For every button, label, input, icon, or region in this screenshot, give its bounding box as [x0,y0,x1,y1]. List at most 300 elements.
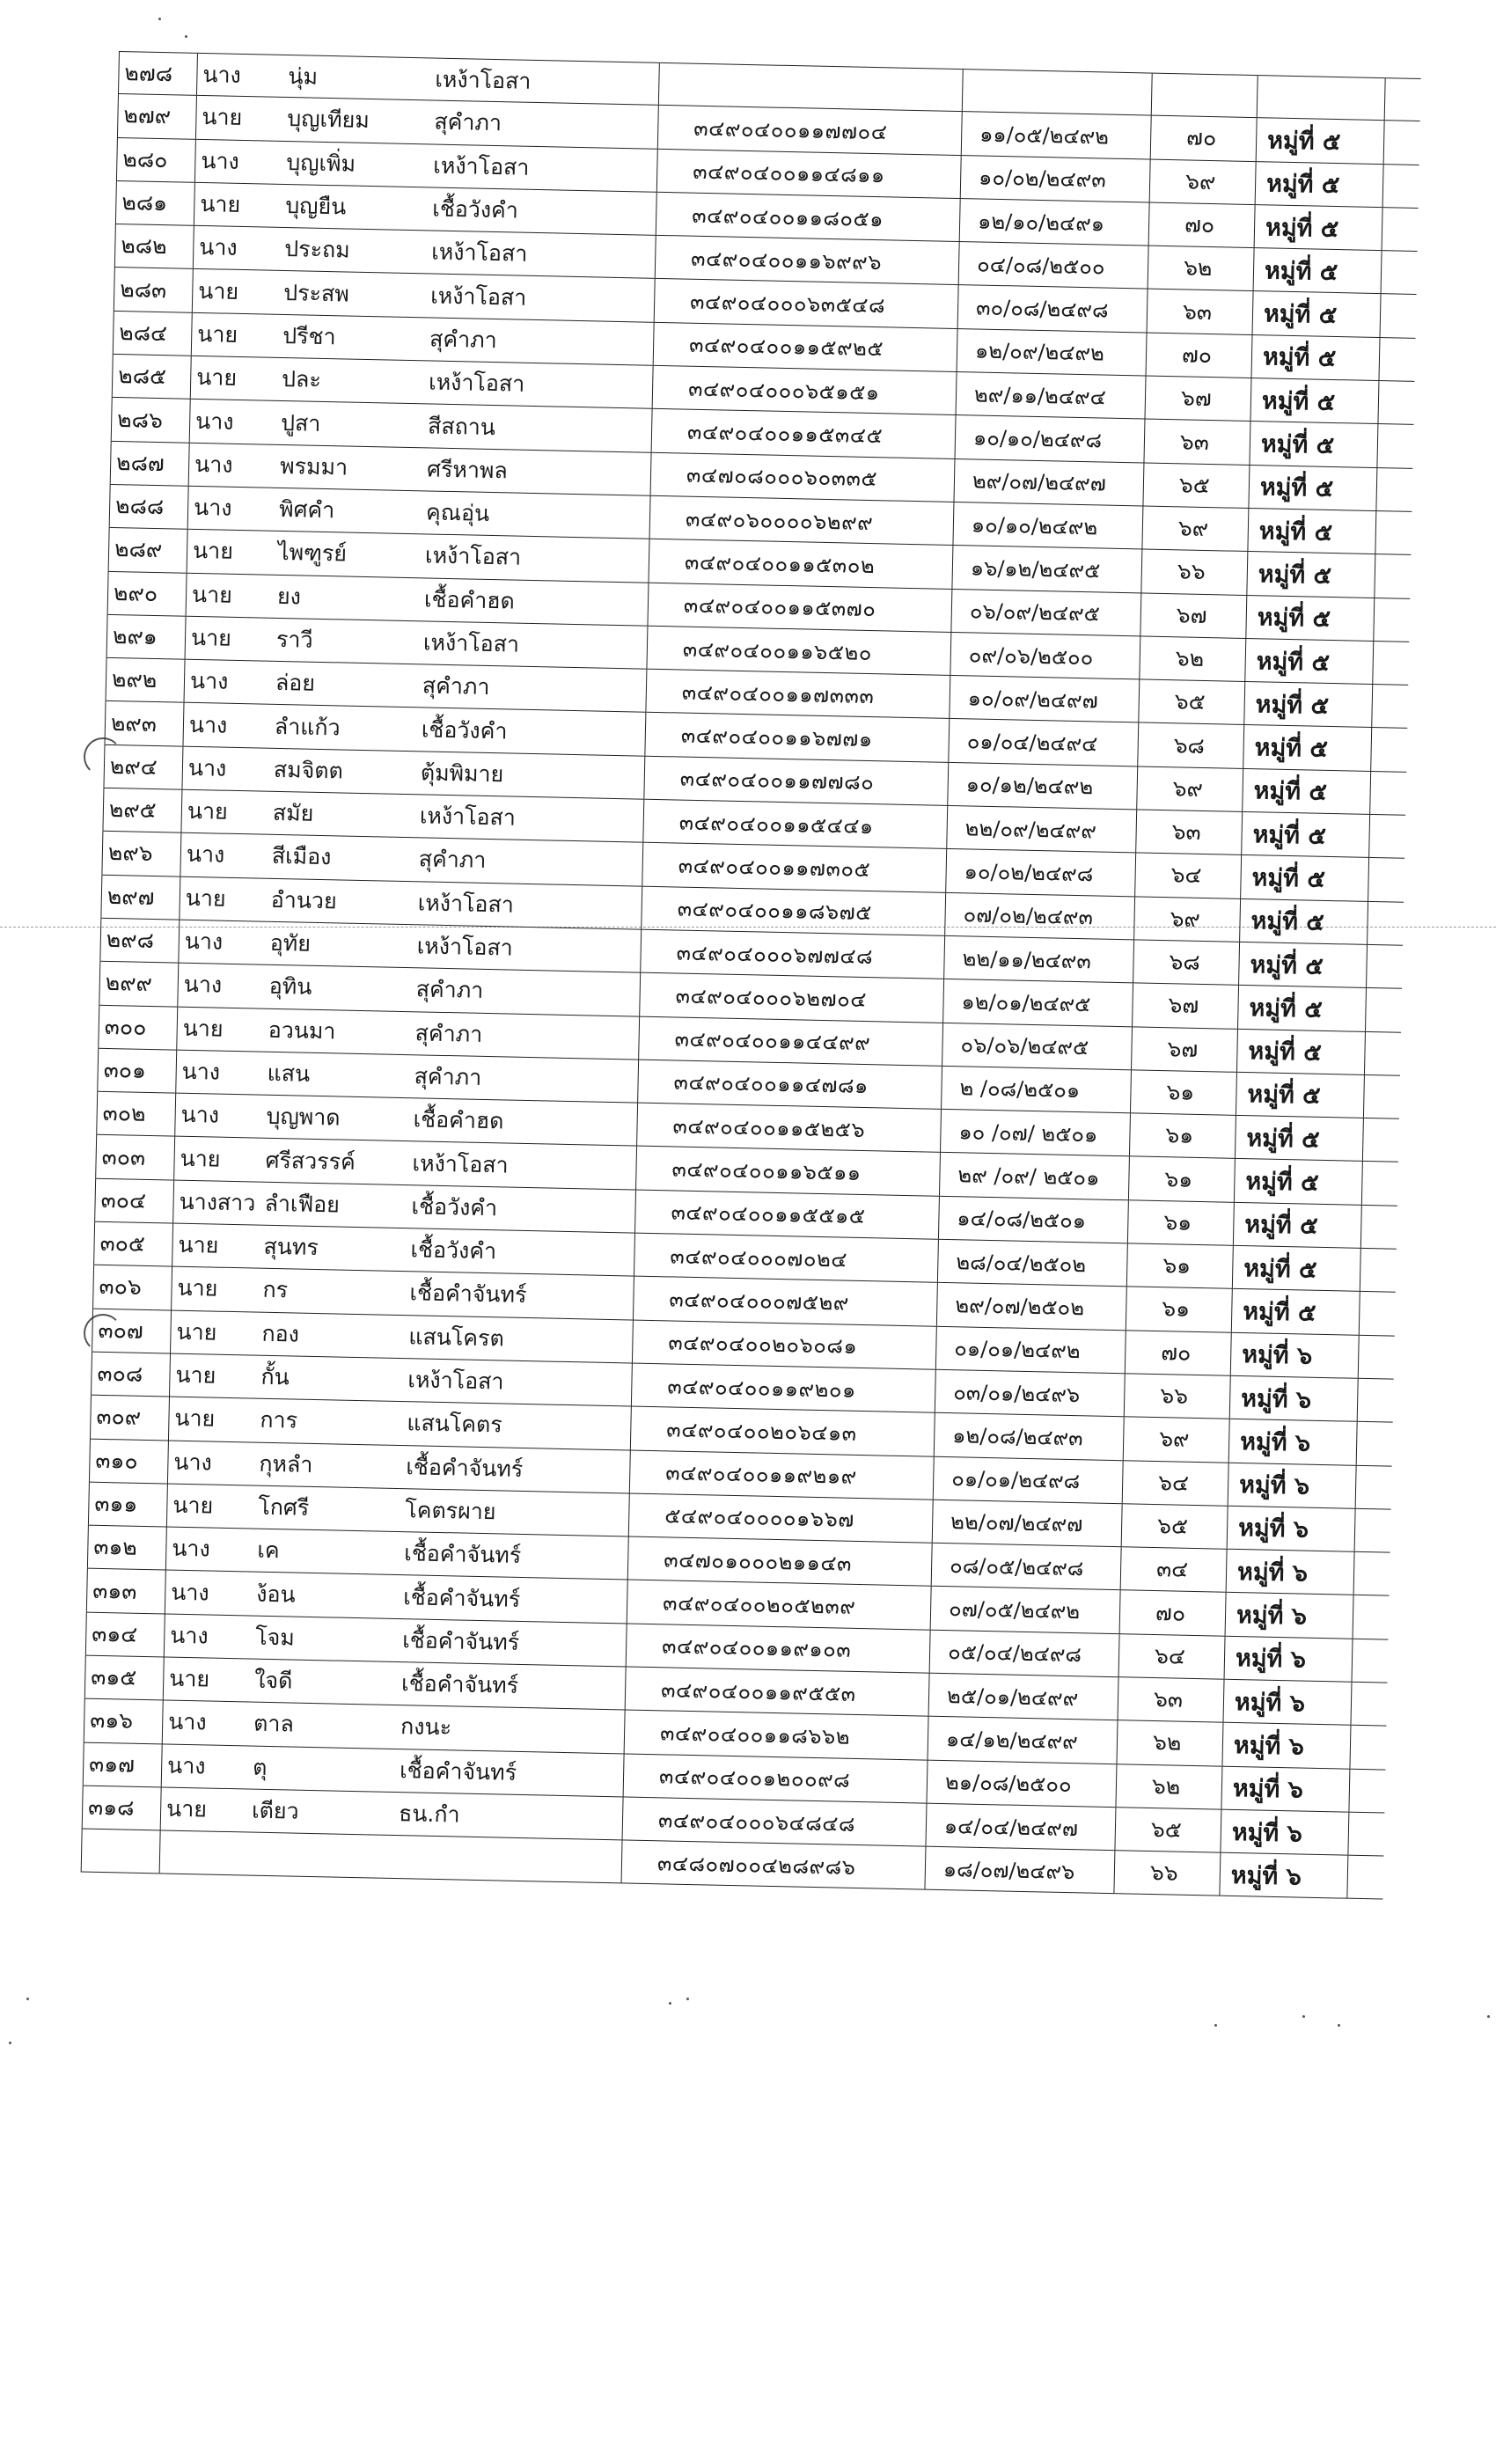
row-number: ๒๙๖ [101,832,181,876]
village-number: หมู่ที่ ๖ [1225,1636,1353,1681]
age: ๖๕ [1139,680,1245,725]
village-number: หมู่ที่ ๕ [1236,1116,1364,1161]
citizen-id: ๓๔๙๐๔๐๐๑๑๗๓๐๕ [642,843,947,892]
last-name: เหง้าโอสา [391,881,642,928]
age: ๖๓ [1136,810,1243,854]
birth-date: ๑๒/๐๘/๒๔๙๓ [935,1413,1125,1460]
last-name: เชื้อคำจันทร์ [373,1749,625,1796]
birth-date: ๐๕/๐๔/๒๔๙๘ [930,1630,1120,1676]
village-number: หมู่ที่ ๖ [1231,1332,1360,1377]
last-name: เชื้อคำจันทร์ [377,1575,628,1623]
citizen-id: ๓๔๙๐๔๐๐๑๑๘๐๕๑ [656,193,961,242]
first-name: พรมมา [279,452,348,480]
village-number: หมู่ที่ ๖ [1227,1550,1355,1595]
birth-date: ๒๙/๐๗/๒๕๐๒ [937,1283,1127,1330]
citizen-id: ๓๔๘๐๗๐๐๔๒๘๙๘๖ [622,1841,927,1890]
age: ๖๔ [1119,1634,1226,1679]
first-name: ตาล [253,1711,295,1737]
citizen-id: ๓๔๙๐๔๐๐๑๑๕๕๑๕ [635,1190,940,1239]
row-number: ๒๙๓ [105,701,185,745]
age: ๖๙ [1124,1417,1230,1462]
first-name: บุญพาด [266,1104,341,1131]
first-name: ประถม [284,236,350,263]
village-number: หมู่ที่ ๕ [1239,942,1368,987]
birth-date: ๑๒/๐๑/๒๔๙๕ [943,979,1133,1026]
age: ๖๒ [1140,636,1246,681]
row-number: ๒๘๖ [111,398,191,442]
name-prefix: นาย [172,1492,214,1519]
name-prefix: นาง [188,711,228,738]
last-name: เชื้อวังคำ [384,1228,635,1276]
age: ๖๒ [1116,1764,1222,1809]
citizen-id: ๓๔๙๐๔๐๐๑๑๕๒๕๖ [637,1104,942,1153]
age: ๖๘ [1133,940,1240,985]
last-name: สุคำภา [392,838,643,885]
age: ๖๖ [1114,1851,1221,1896]
age: ๖๘ [1138,723,1244,768]
citizen-id: ๓๔๙๐๔๐๐๑๑๗๗๘๐ [644,756,949,805]
last-name: สุคำภา [389,968,641,1016]
age: ๖๙ [1150,159,1257,204]
row-number: ๒๘๓ [114,268,194,312]
age: ๖๗ [1133,984,1239,1029]
first-name: แสน [267,1060,311,1087]
last-name [371,1836,623,1883]
birth-date: ๑๐/๐๒/๒๔๙๓ [961,156,1151,202]
citizen-id: ๓๔๙๐๔๐๐๐๖๗๗๔๘ [641,930,945,979]
name-prefix: นาง [167,1709,207,1735]
birth-date: ๒๙/๑๑/๒๔๙๔ [957,372,1147,419]
citizen-id: ๓๔๙๐๖๐๐๐๐๖๒๙๙ [650,496,955,546]
village-number: หมู่ที่ ๖ [1221,1810,1349,1855]
last-name: เหง้าโอสา [381,1358,633,1405]
last-name: สุคำภา [387,1054,639,1102]
citizen-id: ๓๔๙๐๔๐๐๑๑๗๗๐๔ [658,106,963,155]
village-number: หมู่ที่ ๕ [1257,118,1385,163]
citizen-id: ๓๔๙๐๔๐๐๑๑๙๒๑๙ [630,1450,935,1500]
last-name: เชื้อคำจันทร์ [375,1661,627,1709]
first-name: ประสพ [282,279,350,307]
citizen-id: ๓๔๙๐๔๐๐๑๑๖๙๙๖ [656,236,960,285]
name-prefix: นาย [200,191,241,217]
birth-date: ๒๒/๐๗/๒๔๙๗ [933,1500,1123,1547]
first-name: เตียว [251,1797,299,1824]
first-name: ปูสา [280,409,321,436]
age: ๖๗ [1140,593,1247,638]
first-name: โกศรี [258,1493,310,1521]
age: ๖๙ [1142,506,1249,551]
first-name: ตุ [252,1754,268,1780]
last-name: เหง้าโอสา [396,621,648,669]
age: ๖๒ [1117,1720,1223,1765]
citizen-id: ๓๔๙๐๔๐๐๒๐๖๐๘๑ [633,1320,937,1369]
village-number: หมู่ที่ ๕ [1243,769,1371,814]
row-number: ๓๐๖ [92,1265,172,1309]
name-prefix: นาง [173,1448,213,1476]
name-prefix: นาง [186,841,225,869]
row-number: ๒๘๒ [114,224,194,268]
first-name: การ [260,1407,298,1434]
first-name: ใจดี [253,1667,293,1694]
birth-date: ๐๑/๐๑/๒๔๙๒ [936,1326,1126,1373]
scan-speck [185,35,187,38]
name-prefix: นาง [170,1622,209,1649]
row-number: ๓๐๓ [95,1135,175,1179]
last-name: เหง้าโอสา [402,361,654,408]
name-prefix: นาย [202,104,243,131]
row-number: ๒๘๕ [112,355,192,399]
last-name: ธน.กำ [372,1792,624,1839]
last-name: เหง้าโอสา [390,925,642,972]
first-name: กร [262,1277,289,1303]
name-prefix: นาง [193,495,232,521]
birth-date: ๑๐ /๐๗/ ๒๕๐๑ [941,1110,1131,1156]
birth-date: ๓๐/๐๘/๒๔๙๘ [958,286,1148,333]
row-number: ๓๑๔ [85,1612,165,1656]
citizen-id: ๓๔๙๐๔๐๐๑๑๖๗๗๑ [645,713,950,762]
row-number: ๒๘๙ [108,528,188,572]
citizen-id: ๓๔๙๐๔๐๐๑๑๖๕๑๑ [636,1147,941,1196]
row-number: ๓๑๖ [84,1699,164,1743]
last-name: เชื้อคำจันทร์ [378,1532,629,1580]
birth-date: ๑๔/๑๒/๒๔๙๙ [928,1717,1118,1764]
citizen-id [659,63,964,112]
row-number: ๓๑๑ [88,1482,168,1526]
first-name: บุญยืน [285,193,347,220]
citizen-id: ๓๔๙๐๔๐๐๒๐๖๔๑๓ [631,1407,935,1456]
age: ๗๐ [1147,333,1253,378]
citizen-id: ๓๔๙๐๔๐๐๑๑๔๔๙๙ [639,1016,943,1066]
village-number: หมู่ที่ ๖ [1224,1680,1353,1725]
birth-date: ๒๘/๐๔/๒๕๐๒ [938,1240,1128,1287]
name-prefix: นาย [192,538,234,565]
birth-date: ๒ /๐๘/๒๕๐๑ [942,1067,1132,1113]
last-name: ศรีหาพล [400,447,652,495]
village-number: หมู่ที่ ๖ [1221,1766,1350,1811]
first-name: นุ่ม [288,62,319,90]
scan-speck [1214,2024,1217,2027]
row-number: ๓๐๗ [92,1309,172,1353]
last-name: ตุ้มพิมาย [393,751,645,798]
last-name: เชื้อคำจันทร์ [383,1272,634,1319]
age: ๗๐ [1151,116,1258,161]
last-name: เหง้าโอสา [407,143,658,191]
name-prefix: นาง [171,1579,209,1606]
village-number: หมู่ที่ ๕ [1250,422,1378,466]
birth-date [963,70,1153,115]
first-name: ปรีชา [282,322,336,350]
age: ๖๗ [1146,377,1252,422]
first-name: ศรีสวรรค์ [265,1147,356,1175]
last-name: เชื้อคำจันทร์ [379,1445,631,1492]
last-name: เหง้าโอสา [408,58,660,105]
last-name: เหง้าโอสา [392,795,644,842]
last-name: สุคำภา [403,318,655,365]
birth-date: ๒๒/๑๑/๒๔๙๓ [944,936,1134,983]
village-number: หมู่ที่ ๕ [1254,248,1382,293]
name-prefix: นาย [176,1318,217,1346]
scan-speck [158,18,161,20]
name-prefix: นาย [180,1145,221,1172]
village-number: หมู่ที่ ๕ [1240,899,1368,944]
citizen-id: ๓๔๙๐๔๐๐๐๖๒๗๐๔ [640,973,944,1023]
village-number: หมู่ที่ ๖ [1226,1593,1354,1638]
first-name: สมัย [272,800,314,827]
age: ๖๕ [1122,1504,1228,1549]
birth-date: ๑๒/๐๙/๒๔๙๒ [957,329,1148,376]
row-number: ๓๐๒ [96,1092,176,1136]
name-prefix: นาง [184,928,224,955]
first-name: ง้อน [256,1580,296,1608]
age: ๖๑ [1129,1157,1236,1202]
village-number: หมู่ที่ ๕ [1243,725,1372,770]
last-name: สีสถาน [401,404,653,451]
birth-date: ๐๑/๐๔/๒๔๙๔ [949,719,1139,766]
first-name [244,1833,372,1878]
birth-date: ๑๐/๑๐/๒๔๙๒ [953,502,1143,549]
name-prefix [160,1831,245,1875]
scan-speck [9,2042,11,2044]
row-number: ๒๙๐ [107,571,187,615]
birth-date: ๑๖/๑๒/๒๔๙๕ [952,546,1142,592]
name-prefix: นาง [194,407,234,435]
name-prefix: นาย [195,364,238,392]
age: ๖๓ [1148,290,1254,334]
name-prefix: นาย [190,624,232,651]
row-number: ๒๙๘ [99,919,180,963]
village-number: หมู่ที่ ๕ [1247,552,1375,597]
birth-date: ๒๕/๐๑/๒๔๙๙ [929,1674,1119,1720]
first-name: ยง [276,583,302,610]
row-number: ๓๑๗ [83,1742,163,1786]
name-prefix: นาย [182,1015,224,1042]
name-prefix: นาง [189,668,229,695]
last-name: เหง้าโอสา [399,534,650,582]
last-name: เหง้าโอสา [385,1141,637,1189]
name-prefix: นาง [202,61,242,88]
village-number: หมู่ที่ ๕ [1245,639,1374,684]
first-name: อำนวย [270,886,337,914]
birth-date: ๒๙/๐๗/๒๔๙๗ [954,459,1144,506]
village-number: หมู่ที่ ๕ [1237,1029,1366,1074]
row-number: ๒๙๔ [103,745,183,789]
age: ๖๑ [1131,1070,1237,1115]
last-name: เหง้าโอสา [404,274,656,321]
age: ๗๐ [1120,1591,1227,1636]
age: ๖๙ [1137,766,1243,811]
name-prefix: นาย [185,884,226,912]
age: ๖๗ [1132,1027,1238,1072]
row-number: ๓๐๐ [98,1005,178,1049]
last-name: เชื้อคำฮด [386,1098,638,1146]
name-prefix: นาย [187,798,229,825]
birth-date: ๐๗/๐๕/๒๔๙๒ [931,1587,1121,1633]
village-number [1258,76,1386,120]
village-number: หมู่ที่ ๖ [1220,1853,1348,1898]
name-prefix: นาย [168,1665,210,1692]
birth-date: ๐๗/๐๒/๒๔๙๓ [945,893,1135,940]
name-prefix: นาย [191,581,233,608]
birth-date: ๑๐/๑๒/๒๔๙๒ [948,763,1138,810]
age: ๖๖ [1141,550,1248,595]
age: ๖๑ [1127,1243,1234,1288]
village-number: หมู่ที่ ๕ [1233,1246,1361,1291]
village-number: หมู่ที่ ๕ [1238,986,1367,1030]
name-prefix: นาง [194,451,233,478]
last-name: เหง้าโอสา [405,231,656,278]
citizen-id: ๓๔๙๐๔๐๐๑๑๖๕๒๐ [647,627,951,676]
village-number: หมู่ที่ ๕ [1244,682,1373,727]
name-prefix: นาง [180,1102,220,1128]
age: ๖๓ [1144,420,1250,465]
last-name: เชื้อวังคำ [394,708,646,755]
birth-date: ๐๓/๐๑/๒๔๙๖ [935,1370,1126,1417]
row-number: ๒๗๘ [118,52,198,95]
birth-date: ๒๒/๐๙/๒๔๙๙ [947,806,1137,853]
birth-date: ๑๒/๑๐/๒๔๙๑ [960,199,1150,246]
name-prefix: นาย [165,1795,208,1822]
citizen-id: ๓๔๙๐๔๐๐๐๖๕๑๕๑ [653,366,957,415]
age: ๖๑ [1126,1287,1233,1332]
last-name: สุคำภา [407,100,659,148]
citizen-id: ๓๔๗๐๑๐๐๐๒๑๑๔๓ [628,1537,933,1587]
birth-date: ๐๘/๐๕/๒๔๙๘ [932,1544,1122,1590]
age: ๖๕ [1143,463,1250,508]
first-name: สมจิตต [273,756,344,784]
row-number: ๒๘๐ [116,138,196,182]
name-prefix: นาง [183,972,223,999]
birth-date: ๐๖/๐๙/๒๔๙๕ [951,590,1141,636]
citizen-id: ๓๔๙๐๔๐๐๑๑๙๕๕๓ [626,1667,930,1716]
age: ๖๔ [1135,854,1242,898]
citizen-id: ๓๔๙๐๔๐๐๒๐๕๒๓๙ [627,1580,932,1630]
citizen-id: ๓๔๙๐๔๐๐๑๑๔๘๑๑ [657,149,962,198]
name-prefix: นาง [199,234,238,261]
age: ๖๓ [1118,1677,1225,1722]
first-name: กั้น [260,1363,290,1390]
first-name: ลำแก้ว [274,713,341,741]
birth-date: ๒๑/๐๘/๒๕๐๐ [928,1760,1118,1807]
scan-speck [1302,2015,1305,2018]
last-name: สุคำภา [395,664,647,712]
row-number: ๓๑๐ [89,1439,169,1483]
row-number: ๓๑๘ [82,1786,162,1830]
row-number: ๒๘๑ [115,181,195,225]
age: ๖๑ [1130,1113,1236,1158]
village-number: หมู่ที่ ๕ [1246,596,1375,641]
row-number: ๒๗๙ [117,94,197,138]
age: ๗๐ [1149,202,1256,247]
first-name: สีเมือง [271,843,332,870]
birth-date: ๐๔/๐๘/๒๕๐๐ [959,242,1149,289]
scan-speck [686,1998,689,2000]
first-name: เค [257,1536,280,1564]
citizen-id: ๓๔๙๐๔๐๐๑๒๐๐๙๘ [624,1754,928,1803]
village-number: หมู่ที่ ๕ [1241,855,1369,900]
village-number: หมู่ที่ ๕ [1248,509,1376,554]
citizen-id: ๓๔๙๐๔๐๐๑๑๕๓๔๕ [652,409,957,458]
citizen-id: ๓๔๙๐๔๐๐๐๖๔๘๔๘ [623,1797,928,1846]
citizen-id: ๓๔๙๐๔๐๐๐๗๐๒๔ [634,1234,939,1283]
first-name: สุนทร [263,1233,319,1261]
birth-date: ๑๔/๐๘/๒๕๐๑ [939,1197,1129,1243]
village-number: หมู่ที่ ๕ [1253,292,1382,337]
row-number: ๒๙๙ [99,962,179,1006]
village-number: หมู่ที่ ๕ [1235,1159,1363,1204]
row-number: ๓๐๘ [91,1353,171,1397]
row-number: ๒๙๕ [102,788,182,832]
row-number: ๒๙๗ [100,875,180,919]
citizen-id: ๓๔๙๐๔๐๐๑๑๕๔๔๑ [643,800,948,849]
age: ๓๔ [1121,1547,1228,1592]
row-number: ๒๘๔ [113,312,193,356]
citizen-id: ๓๔๗๐๘๐๐๐๖๐๓๓๕ [651,452,956,502]
first-name: ลำเฟือย [264,1190,341,1218]
birth-date: ๐๙/๐๖/๒๕๐๐ [950,633,1140,679]
row-number: ๓๐๔ [94,1178,174,1222]
scan-speck [1487,2015,1490,2018]
last-name: กงนะ [374,1705,626,1753]
village-number: หมู่ที่ ๖ [1228,1507,1356,1551]
birth-date: ๑๔/๐๔/๒๔๙๗ [926,1804,1116,1851]
first-name: อุทัย [269,929,312,957]
first-name: ราวี [275,626,313,653]
first-name: ปละ [281,366,322,393]
age: ๖๙ [1134,897,1241,942]
birth-date: ๑๐/๐๙/๒๔๙๗ [950,676,1140,722]
village-number: หมู่ที่ ๖ [1222,1723,1351,1768]
village-number: หมู่ที่ ๖ [1230,1376,1359,1421]
name-prefix: นาย [196,320,238,348]
birth-date: ๐๑/๐๑/๒๔๙๘ [934,1456,1124,1503]
village-number: หมู่ที่ ๕ [1252,335,1381,380]
name-prefix: นาย [178,1231,219,1258]
first-name: ไพฑูรย์ [277,539,348,567]
first-name: อวนมา [268,1016,336,1045]
row-number: ๓๐๑ [97,1049,177,1093]
first-name: กอง [261,1320,300,1347]
village-number: หมู่ที่ ๖ [1229,1419,1358,1464]
age [1152,74,1258,118]
citizen-id: ๓๔๙๐๔๐๐๐๖๓๕๔๘ [655,279,959,328]
village-number: หมู่ที่ ๕ [1234,1203,1362,1248]
name-prefix: นาย [175,1361,216,1389]
row-number: ๒๙๑ [106,615,187,659]
age: ๖๑ [1128,1200,1235,1245]
name-prefix: นาง [166,1752,206,1779]
name-prefix: นาง [187,754,227,781]
last-name: เชื้อวังคำ [385,1184,636,1232]
citizen-id: ๓๔๙๐๔๐๐๑๑๔๗๘๑ [638,1060,942,1109]
last-name: เชื้อคำจันทร์ [376,1618,627,1666]
row-number: ๓๐๙ [90,1396,170,1440]
citizen-id: ๓๔๙๐๔๐๐๑๑๙๑๐๓ [627,1624,931,1673]
row-number: ๒๙๒ [106,658,186,702]
village-number: หมู่ที่ ๕ [1232,1289,1360,1334]
name-prefix: นาย [198,277,239,304]
row-number: ๓๑๓ [86,1569,166,1613]
scan-speck [669,2002,671,2005]
age: ๖๒ [1148,246,1255,291]
row-number [81,1830,161,1874]
scan-speck [1338,2024,1340,2027]
name-prefix: นาง [201,147,240,174]
first-name: พิศคำ [278,496,335,524]
birth-date: ๑๘/๐๗/๒๔๙๖ [925,1847,1115,1894]
village-number: หมู่ที่ ๖ [1228,1463,1357,1507]
row-number: ๓๑๒ [87,1526,167,1570]
first-name: กุหลำ [259,1450,313,1478]
